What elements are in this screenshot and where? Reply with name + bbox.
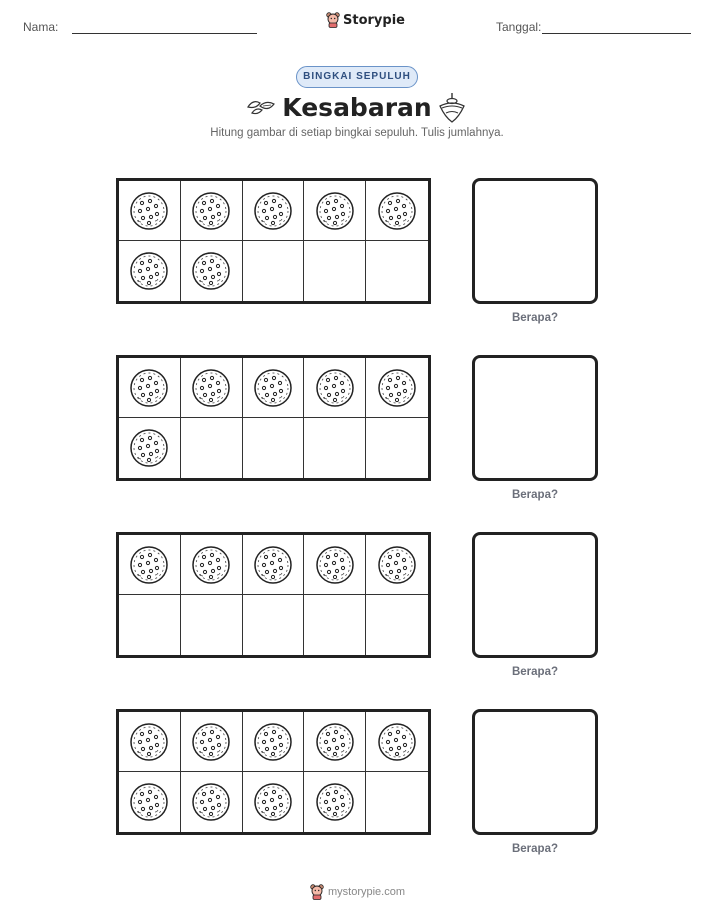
ten-frame-row bbox=[116, 709, 606, 857]
answer-box[interactable] bbox=[472, 355, 598, 481]
cookie-icon bbox=[315, 722, 355, 762]
cookie-icon bbox=[191, 368, 231, 408]
date-line[interactable] bbox=[542, 33, 691, 34]
instructions: Hitung gambar di setiap bingkai sepuluh. Tulis jumlahnya. bbox=[210, 127, 504, 139]
frame-cell bbox=[243, 241, 305, 301]
frame-cell bbox=[119, 241, 181, 301]
cookie-icon bbox=[377, 191, 417, 231]
frame-cell bbox=[243, 712, 305, 772]
frame-cell bbox=[181, 772, 243, 832]
frame-cell bbox=[181, 181, 243, 241]
frame-cell bbox=[366, 772, 428, 832]
answer-label: Berapa? bbox=[511, 312, 559, 324]
cookie-icon bbox=[253, 191, 293, 231]
cookie-icon bbox=[253, 368, 293, 408]
cookie-icon bbox=[377, 722, 417, 762]
bear-mascot-icon bbox=[310, 884, 324, 900]
cookie-icon bbox=[191, 722, 231, 762]
answer-label: Berapa? bbox=[511, 666, 559, 678]
ten-frame bbox=[116, 178, 431, 304]
frame-cell bbox=[119, 418, 181, 478]
page-title: Kesabaran bbox=[282, 93, 432, 122]
cookie-icon bbox=[315, 782, 355, 822]
answer-label: Berapa? bbox=[511, 489, 559, 501]
frame-cell bbox=[366, 418, 428, 478]
frame-cell bbox=[366, 712, 428, 772]
frame-cell bbox=[243, 535, 305, 595]
frame-cell bbox=[304, 358, 366, 418]
cookie-icon bbox=[129, 782, 169, 822]
brand-name: Storypie bbox=[343, 12, 405, 28]
ten-frame bbox=[116, 532, 431, 658]
frame-cell bbox=[366, 181, 428, 241]
cookie-icon bbox=[129, 722, 169, 762]
frame-cell bbox=[181, 358, 243, 418]
frame-cell bbox=[119, 358, 181, 418]
frame-cell bbox=[304, 595, 366, 655]
frame-cell bbox=[181, 535, 243, 595]
footer bbox=[310, 884, 405, 900]
answer-box[interactable] bbox=[472, 178, 598, 304]
cookie-icon bbox=[191, 782, 231, 822]
frame-cell bbox=[304, 712, 366, 772]
cookie-icon bbox=[377, 368, 417, 408]
answer-box[interactable] bbox=[472, 709, 598, 835]
frame-cell bbox=[181, 241, 243, 301]
bear-mascot-icon bbox=[326, 12, 340, 28]
cookie-icon bbox=[129, 251, 169, 291]
ten-frame-row bbox=[116, 178, 606, 326]
frame-cell bbox=[304, 418, 366, 478]
brand-logo bbox=[326, 12, 405, 28]
cookie-icon bbox=[253, 782, 293, 822]
ten-frame-row bbox=[116, 532, 606, 680]
worksheet-type-badge: BINGKAI SEPULUH bbox=[296, 66, 418, 88]
frame-cell bbox=[243, 595, 305, 655]
frame-cell bbox=[181, 712, 243, 772]
answer-label: Berapa? bbox=[511, 843, 559, 855]
cookie-icon bbox=[315, 368, 355, 408]
frame-cell bbox=[304, 535, 366, 595]
ten-frame-row bbox=[116, 355, 606, 503]
title-row bbox=[0, 90, 714, 126]
cookie-icon bbox=[129, 368, 169, 408]
name-label: Nama: bbox=[23, 20, 59, 34]
cookie-icon bbox=[129, 428, 169, 468]
frame-cell bbox=[119, 772, 181, 832]
frame-cell bbox=[243, 358, 305, 418]
frame-cell bbox=[119, 595, 181, 655]
frame-cell bbox=[119, 535, 181, 595]
cookie-icon bbox=[129, 191, 169, 231]
cookie-icon bbox=[191, 545, 231, 585]
date-label: Tanggal: bbox=[496, 20, 542, 34]
ten-frame bbox=[116, 709, 431, 835]
frame-cell bbox=[304, 241, 366, 301]
frame-cell bbox=[119, 181, 181, 241]
cookie-icon bbox=[315, 545, 355, 585]
ten-frame bbox=[116, 355, 431, 481]
footer-url: mystorypie.com bbox=[328, 886, 406, 898]
name-line[interactable] bbox=[72, 33, 257, 34]
frame-cell bbox=[366, 241, 428, 301]
frame-cell bbox=[243, 181, 305, 241]
frame-cell bbox=[366, 595, 428, 655]
spinning-top-icon bbox=[437, 92, 467, 124]
frame-cell bbox=[304, 181, 366, 241]
frame-cell bbox=[181, 418, 243, 478]
answer-box[interactable] bbox=[472, 532, 598, 658]
cookie-icon bbox=[191, 251, 231, 291]
cookie-icon bbox=[129, 545, 169, 585]
frame-cell bbox=[119, 712, 181, 772]
frame-cell bbox=[243, 772, 305, 832]
cookie-icon bbox=[377, 545, 417, 585]
cookie-icon bbox=[253, 722, 293, 762]
cookie-icon bbox=[191, 191, 231, 231]
cookie-icon bbox=[253, 545, 293, 585]
cookie-icon bbox=[315, 191, 355, 231]
frame-cell bbox=[243, 418, 305, 478]
frame-cell bbox=[181, 595, 243, 655]
frame-cell bbox=[304, 772, 366, 832]
frame-cell bbox=[366, 358, 428, 418]
frame-cell bbox=[366, 535, 428, 595]
